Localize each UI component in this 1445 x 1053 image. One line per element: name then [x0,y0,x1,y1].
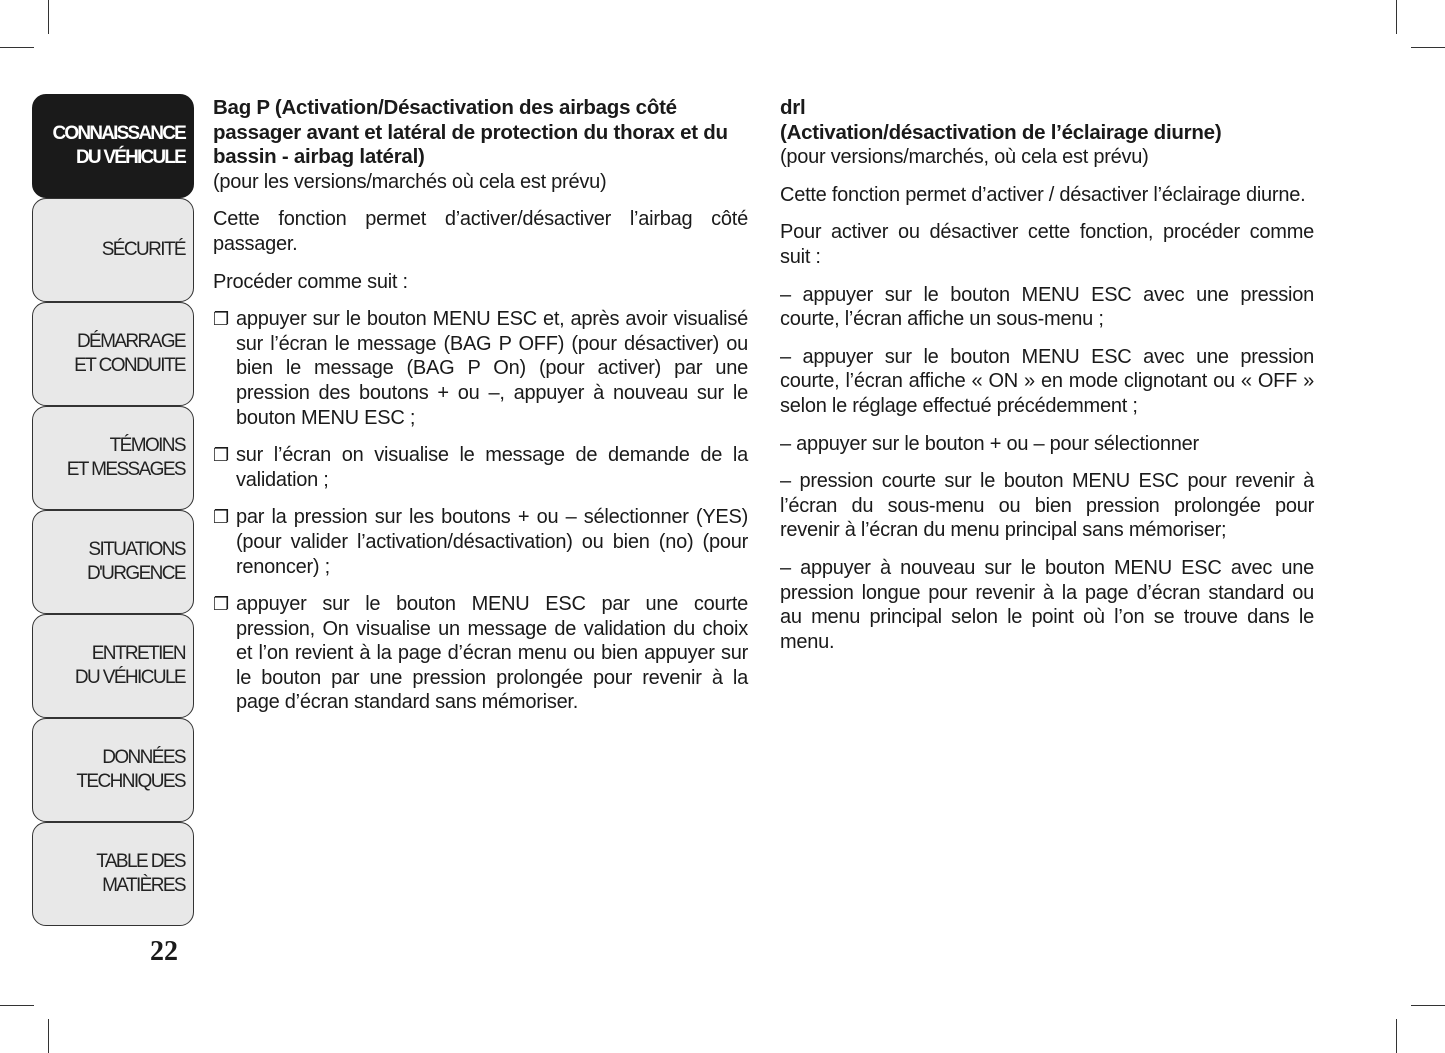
section-title-bag-p: Bag P (Activation/Désactivation des airbags côté passager avant et latéral de protection du thorax et du bassin - airbag latéral) [213,96,728,169]
left-column [213,96,748,728]
right-column [780,96,1314,667]
list-item: – appuyer sur le bouton MENU ESC avec une pression courte, l’écran affiche « ON » en mode clignotant ou « OFF » selon le réglage effectué précédemment ; [780,345,1314,417]
checkbox-bullet-icon: ❐ [213,594,229,615]
section-title-drl: drl [780,96,806,119]
list-item: ❐ appuyer sur le bouton MENU ESC et, après avoir visualisé sur l’écran le message (BAG P OFF) (pour désactiver) ou bien le message (BAG P On) (pour activer) par une pression des boutons + ou –, appuyer à nouveau sur le bouton MENU ESC ; [213,308,748,429]
paragraph: Cette fonction permet d’activer/désactiver l’airbag côté passager. [213,208,748,255]
tab-temoins-et-messages[interactable]: TÉMOINS ET MESSAGES [32,406,194,510]
list-item: – pression courte sur le bouton MENU ESC pour revenir à l’écran du sous-menu ou bien pression prolongée pour revenir à l’écran du menu principal sans mémoriser; [780,470,1314,542]
crop-mark [0,1005,34,1006]
paragraph: Cette fonction permet d’activer / désactiver l’éclairage diurne. [780,183,1306,206]
list-item: – appuyer à nouveau sur le bouton MENU ESC avec une pression longue pour revenir à la page d’écran standard ou au menu principal selon le point où l’on se trouve dans le menu. [780,556,1314,653]
crop-mark [1411,1005,1445,1006]
crop-mark [1396,1019,1397,1053]
paragraph: Pour activer ou désactiver cette fonction, procéder comme suit : [780,221,1314,268]
chapter-tabs [32,94,194,926]
crop-mark [48,0,49,34]
checkbox-bullet-icon: ❐ [213,507,229,528]
page-number: 22 [150,936,178,967]
checkbox-bullet-icon: ❐ [213,309,229,330]
tab-table-des-matieres[interactable]: TABLE DES MATIÈRES [32,822,194,926]
list-item: ❐ par la pression sur les boutons + ou – sélectionner (YES) (pour valider l’activation/désactivation) ou bien (no) (pour renoncer) ; [213,506,748,578]
list-item: ❐ appuyer sur le bouton MENU ESC par une courte pression, On visualise un message de validation du choix et l’on revient à la page d’écran menu ou bien appuyer sur le bouton par une pression prolongée pour revenir à la page d’écran standard sans mémoriser. [213,593,748,714]
tab-donnees-techniques[interactable]: DONNÉES TECHNIQUES [32,718,194,822]
tab-situations-d-urgence[interactable]: SITUATIONS D'URGENCE [32,510,194,614]
crop-mark [1396,0,1397,34]
crop-mark [1411,47,1445,48]
tab-entretien-du-vehicule[interactable]: ENTRETIEN DU VÉHICULE [32,614,194,718]
paragraph: Procéder comme suit : [213,270,408,293]
tab-demarrage-et-conduite[interactable]: DÉMARRAGE ET CONDUITE [32,302,194,406]
crop-mark [48,1019,49,1053]
checkbox-bullet-icon: ❐ [213,445,229,466]
tab-securite[interactable]: SÉCURITÉ [32,198,194,302]
crop-mark [0,47,34,48]
list-item: – appuyer sur le bouton MENU ESC avec une pression courte, l’écran affiche un sous-menu ; [780,283,1314,331]
section-title-drl-desc: (Activation/désactivation de l’éclairage diurne) [780,120,1222,144]
tab-connaissance-du-vehicule[interactable]: CONNAISSANCE DU VÉHICULE [32,94,194,198]
section-subtitle: (pour versions/marchés, où cela est prévu) [780,146,1149,169]
list-item: ❐ sur l’écran on visualise le message de demande de la validation ; [213,444,748,491]
section-subtitle: (pour les versions/marchés où cela est prévu) [213,170,607,193]
list-item: – appuyer sur le bouton + ou – pour sélectionner [780,432,1199,455]
